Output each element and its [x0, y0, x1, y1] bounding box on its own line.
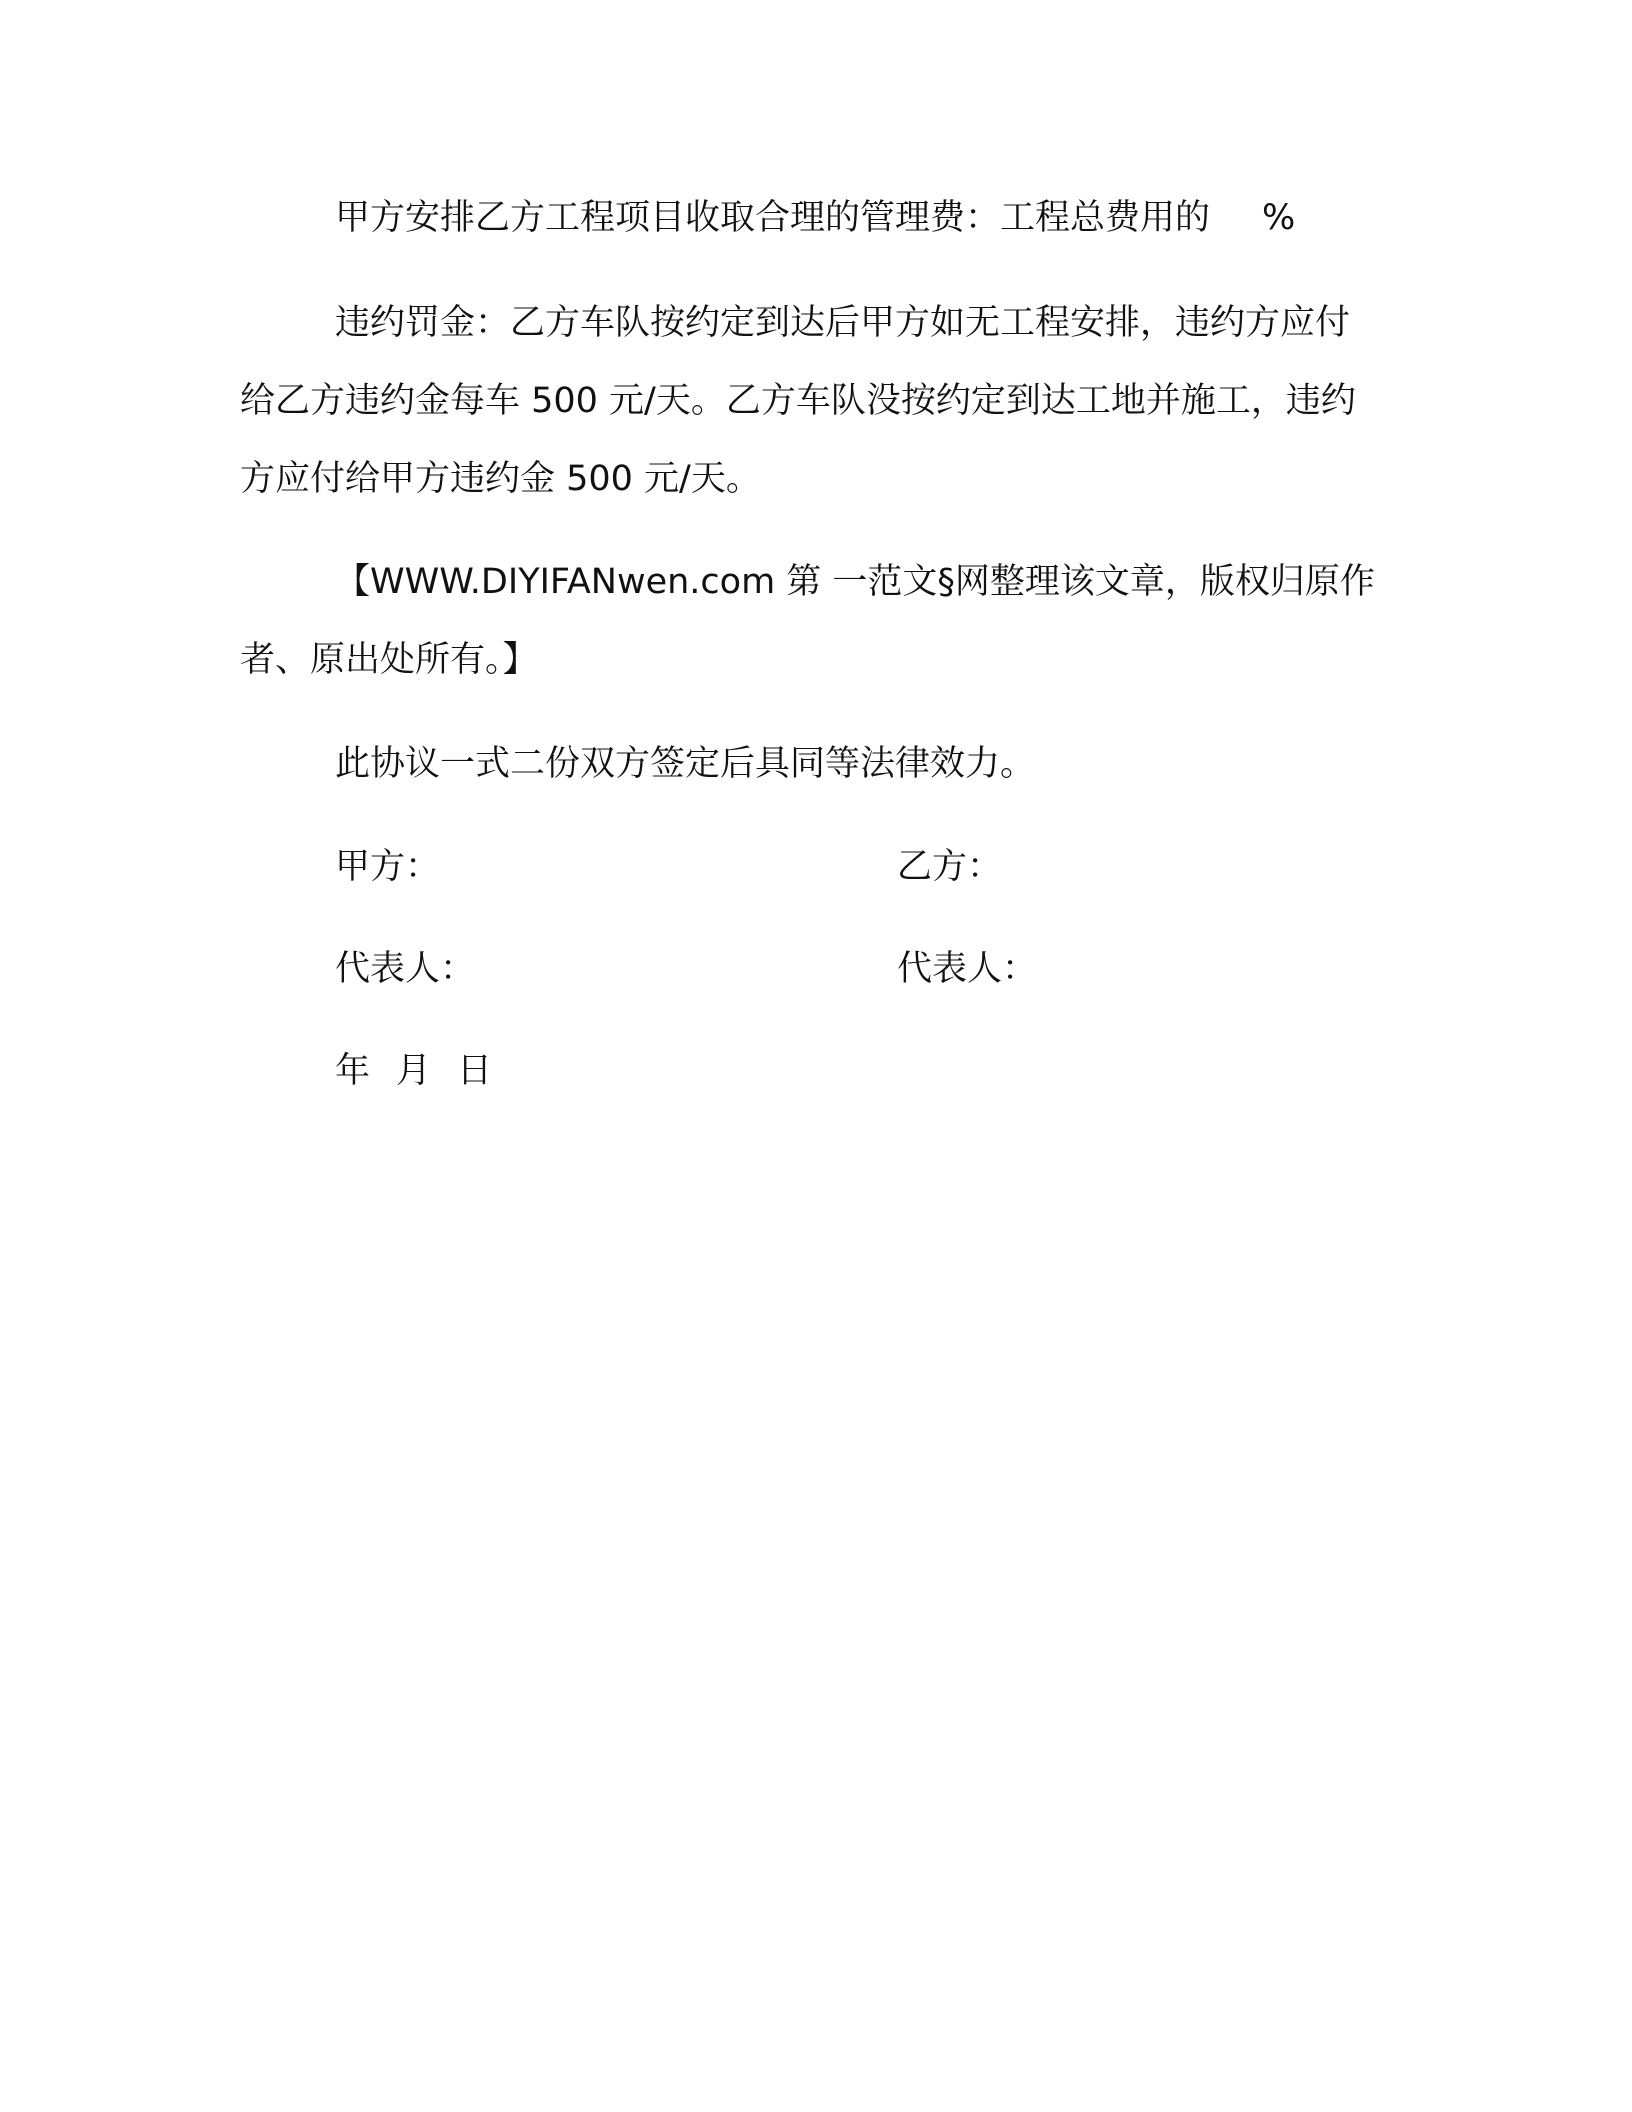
penalty-paragraph: 违约罚金：乙方车队按约定到达后甲方如无工程安排，违约方应付给乙方违约金每车 500 元/天。乙方车队没按约定到达工地并施工，违约方应付给甲方违约金 500 元/天。: [240, 303, 1356, 499]
date-month-label: 月: [396, 1051, 432, 1091]
management-fee-text: 甲方安排乙方工程项目收取合理的管理费：工程总费用的: [335, 198, 1211, 238]
party-a-representative-label: 代表人：: [335, 949, 476, 989]
party-b-representative-label: 代表人：: [897, 949, 1038, 989]
party-b-label: 乙方：: [897, 847, 1003, 887]
percent-sign: %: [1262, 198, 1296, 238]
date-day-label: 日: [457, 1051, 493, 1091]
management-fee-paragraph: [240, 179, 1380, 257]
date-year-label: 年: [335, 1051, 371, 1091]
copyright-notice-paragraph: 【WWW.DIYIFANwen.com 第 一范文§网整理该文章，版权归原作者、原出处所有。】: [240, 562, 1375, 680]
signing-date: [335, 1032, 518, 1110]
validity-paragraph: 此协议一式二份双方签定后具同等法律效力。: [335, 744, 1036, 784]
party-a-label: 甲方：: [335, 847, 441, 887]
